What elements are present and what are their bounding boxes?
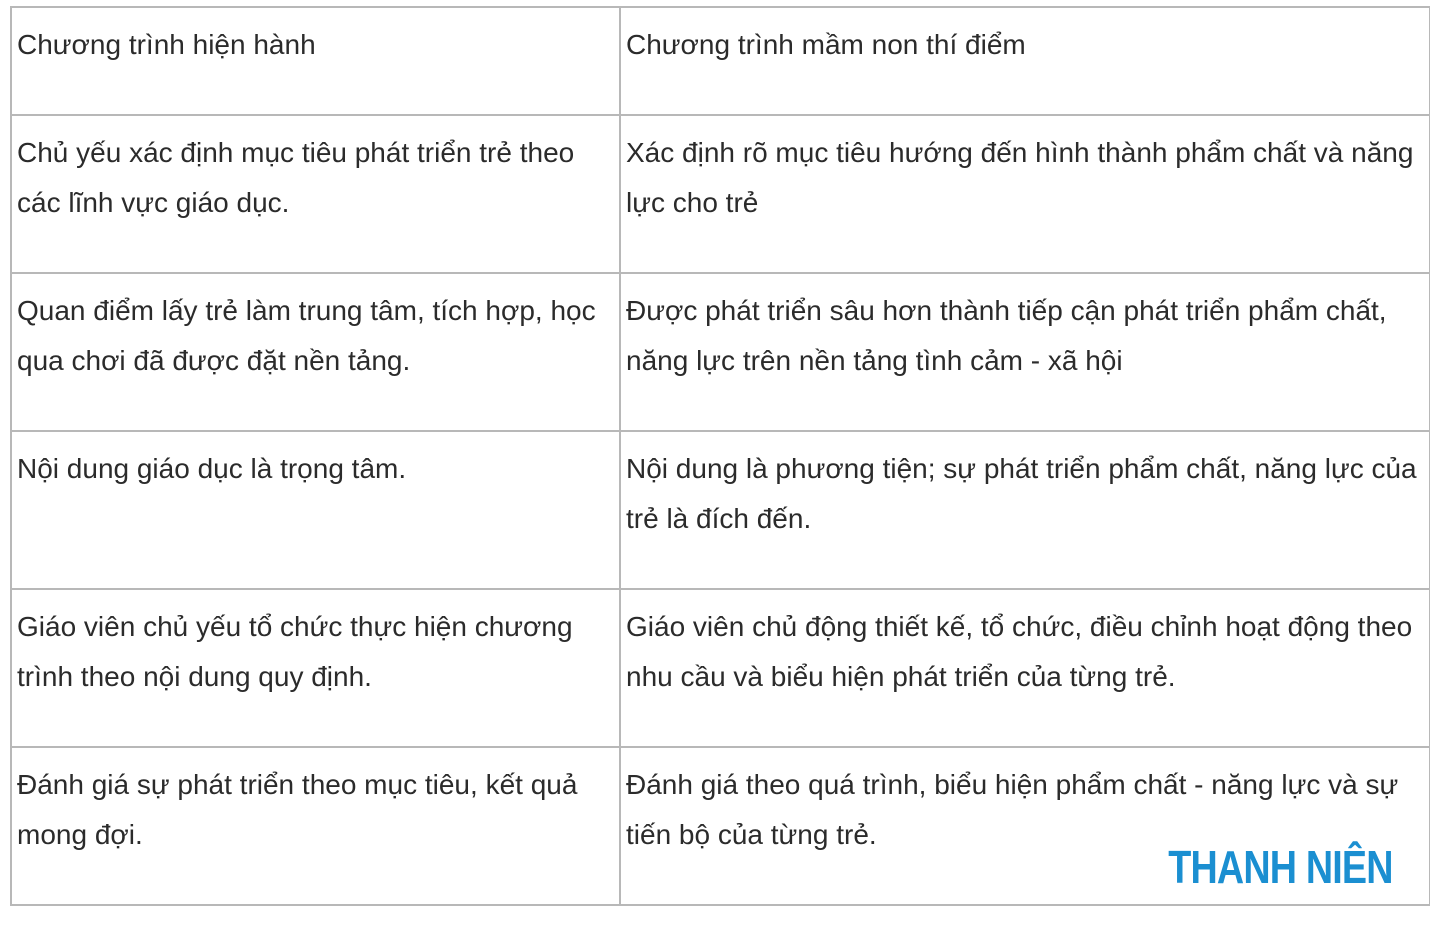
table-header-row [11, 7, 1430, 115]
table-row [11, 431, 1430, 589]
cell-current: Đánh giá sự phát triển theo mục tiêu, kết quả mong đợi. [11, 747, 620, 905]
cell-pilot: Được phát triển sâu hơn thành tiếp cận phát triển phẩm chất, năng lực trên nền tảng tình cảm - xã hội [620, 273, 1430, 431]
header-cell-current-program: Chương trình hiện hành [11, 7, 620, 115]
cell-current: Nội dung giáo dục là trọng tâm. [11, 431, 620, 589]
cell-pilot: Xác định rõ mục tiêu hướng đến hình thành phẩm chất và năng lực cho trẻ [620, 115, 1430, 273]
cell-current: Quan điểm lấy trẻ làm trung tâm, tích hợp, học qua chơi đã được đặt nền tảng. [11, 273, 620, 431]
table-row [11, 589, 1430, 747]
cell-pilot-text: Đánh giá theo quá trình, biểu hiện phẩm chất - năng lực và sự tiến bộ của từng trẻ. [626, 769, 1399, 850]
header-cell-pilot-program: Chương trình mầm non thí điểm [620, 7, 1430, 115]
table-row [11, 273, 1430, 431]
cell-pilot: Giáo viên chủ động thiết kế, tổ chức, điều chỉnh hoạt động theo nhu cầu và biểu hiện phát triển của từng trẻ. [620, 589, 1430, 747]
table-row [11, 747, 1430, 905]
table-row [11, 115, 1430, 273]
comparison-table [10, 6, 1430, 906]
cell-current: Giáo viên chủ yếu tổ chức thực hiện chương trình theo nội dung quy định. [11, 589, 620, 747]
cell-current: Chủ yếu xác định mục tiêu phát triển trẻ theo các lĩnh vực giáo dục. [11, 115, 620, 273]
thanh-nien-logo: THANH NIÊN [1168, 841, 1393, 893]
cell-pilot-with-logo [620, 747, 1430, 905]
cell-pilot: Nội dung là phương tiện; sự phát triển phẩm chất, năng lực của trẻ là đích đến. [620, 431, 1430, 589]
